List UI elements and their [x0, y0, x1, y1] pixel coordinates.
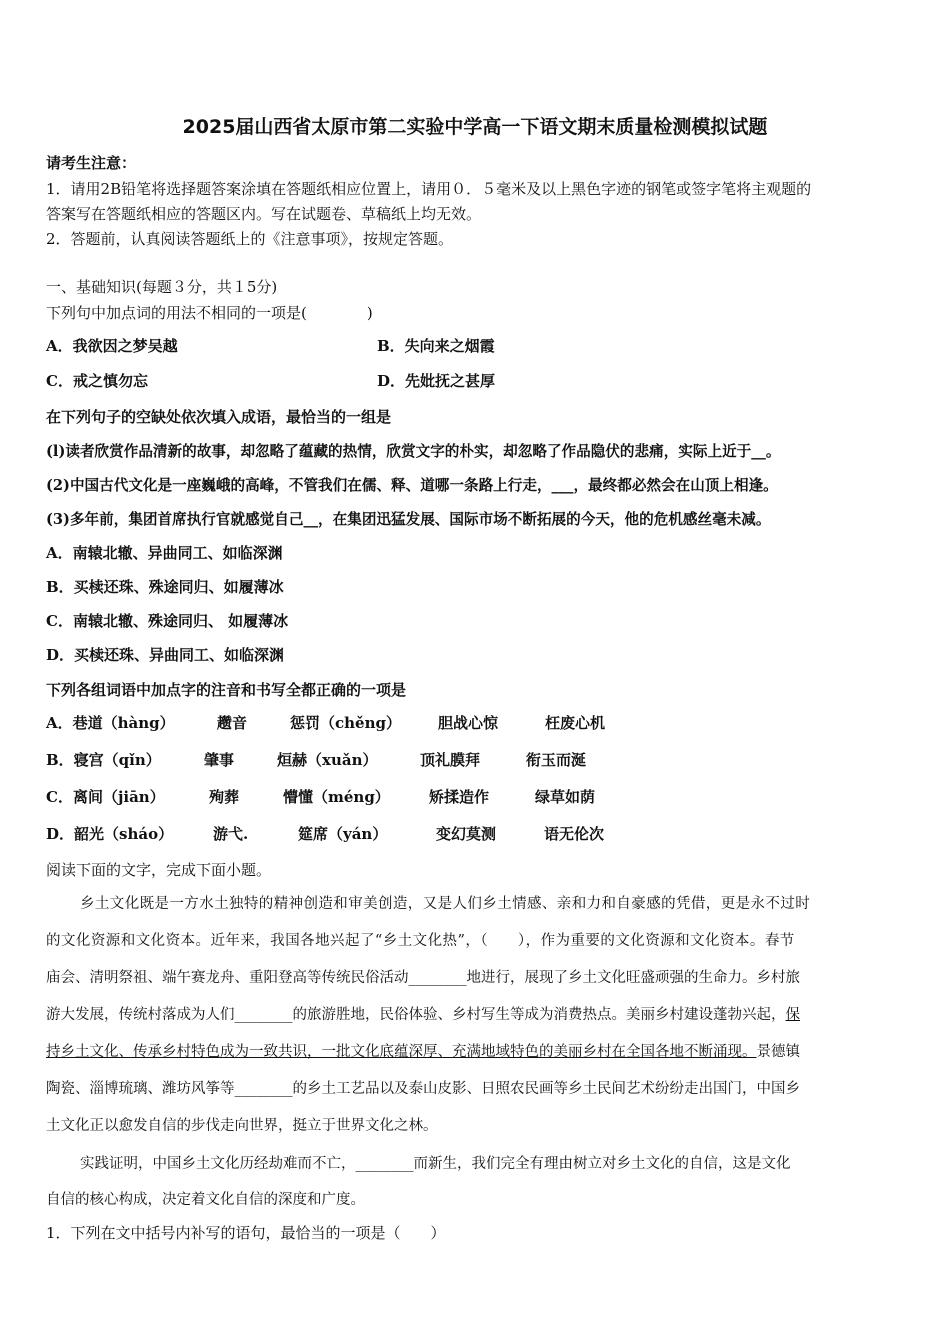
q2-option-a: A．南辕北辙、异曲同工、如临深渊 [46, 544, 283, 562]
paragraph-line: 的文化资源和文化资本。近年来，我国各地兴起了“乡土文化热”，（ ），作为重要的文化资源和文化资本。春节 [46, 933, 795, 949]
q3-stem: 下列各组词语中加点字的注音和书写全都正确的一项是 [46, 681, 407, 699]
reading-question-1: 1．下列在文中括号内补写的语句，最恰当的一项是（ ） [46, 1224, 446, 1242]
paragraph-line [46, 1003, 904, 1024]
q3-a-word-4: 胆战心惊 [438, 714, 499, 732]
q3-a-word-3: 惩罚（chěng） [290, 714, 401, 732]
q2-sentence-3: (3)多年前，集团首席执行官就感觉自己__，在集团迅猛发展、国际市场不断拓展的今天，他的危机感丝毫未减。 [46, 511, 771, 528]
q3-d-word-3: 筵席（yán） [298, 825, 388, 843]
q3-c-word-5: 绿草如荫 [535, 788, 596, 806]
q2-option-d: D．买椟还珠、异曲同工、如临深渊 [46, 646, 285, 664]
notice-line-2: 答案写在答题纸相应的答题区内。写在试题卷、草稿纸上均无效。 [46, 205, 482, 223]
q2-sentence-1: (l)读者欣赏作品清新的故事，却忽略了蕴藏的热情，欣赏文字的朴实，却忽略了作品隐伏的悲痛，实际上近于__。 [46, 443, 781, 460]
q1-option-d: D．先妣抚之甚厚 [377, 372, 496, 390]
q2-sentence-2: (2)中国古代文化是一座巍峨的高峰，不管我们在儒、释、道哪一条路上行走，___，最终都必然会在山顶上相逢。 [46, 477, 778, 494]
underlined-sentence: 持乡土文化、传承乡村特色成为一致共识，一批文化底蕴深厚、充满地域特色的美丽乡村在全国各地不断涌现。 [46, 1044, 757, 1060]
q3-b-word-2: 肇事 [204, 751, 235, 769]
q3-b-word-4: 顶礼膜拜 [420, 751, 481, 769]
q2-stem: 在下列句子的空缺处依次填入成语，最恰当的一组是 [46, 408, 392, 426]
paragraph-line: 乡土文化既是一方水土独特的精神创造和审美创造，又是人们乡土情感、亲和力和自豪感的凭借，更是永不过时 [80, 896, 811, 912]
q2-option-c: C．南辕北辙、殊途同归、 如履薄冰 [46, 612, 289, 630]
q3-a-word-2: 趱音 [217, 714, 248, 732]
paragraph-line: 庙会、清明祭祖、端午赛龙舟、重阳登高等传统民俗活动________地进行，展现了乡土文化旺盛顽强的生命力。乡村旅 [46, 970, 800, 986]
q3-a-word-5: 枉废心机 [545, 714, 606, 732]
q3-d-word-4: 变幻莫测 [436, 825, 497, 843]
q1-option-b: B．失向来之烟霞 [377, 337, 495, 355]
q3-c-word-2: 殉葬 [209, 788, 240, 806]
q2-option-b: B．买椟还珠、殊途同归、如履薄冰 [46, 578, 284, 596]
reading-intro: 阅读下面的文字，完成下面小题。 [46, 861, 272, 879]
paragraph-line: 实践证明，中国乡土文化历经劫难而不亡，________而新生，我们完全有理由树立对乡土文化的自信，这是文化 [80, 1156, 791, 1172]
q1-stem: 下列句中加点词的用法不相同的一项是( ) [46, 304, 373, 322]
q3-d-word-5: 语无伦次 [544, 825, 605, 843]
paragraph-line: 土文化正以愈发自信的步伐走向世界，挺立于世界文化之林。 [46, 1118, 438, 1134]
section-heading: 一、基础知识(每题３分，共１5分) [46, 278, 278, 296]
q3-c-word-3: 懵懂（méng） [283, 788, 390, 806]
underlined-sentence: 保 [785, 1007, 800, 1023]
page-title: 2025届山西省太原市第二实验中学高一下语文期末质量检测模拟试题 [182, 116, 768, 138]
q1-option-a: A．我欲因之梦吴越 [46, 337, 178, 355]
q3-b-word-3: 烜赫（xuǎn） [277, 751, 378, 769]
paragraph-text: 游大发展，传统村落成为人们________的旅游胜地，民俗体验、乡村写生等成为消费热点。美丽乡村建设蓬勃兴起， [46, 1007, 786, 1023]
q3-d-word-2: 游弋. [213, 825, 249, 843]
q3-b-word-1: B．寝宫（qǐn） [46, 751, 161, 769]
q1-option-c: C．戒之慎勿忘 [46, 372, 148, 390]
paragraph-text: 景德镇 [756, 1044, 800, 1060]
q3-b-word-5: 衔玉而涎 [526, 751, 587, 769]
notice-heading: 请考生注意： [46, 154, 137, 172]
q3-c-word-4: 矫揉造作 [429, 788, 490, 806]
paragraph-line: 陶瓷、淄博琉璃、潍坊风筝等________的乡土工艺品以及泰山皮影、日照农民画等乡土民间艺术纷纷走出国门，中国乡 [46, 1081, 800, 1097]
notice-line-3: 2．答题前，认真阅读答题纸上的《注意事项》，按规定答题。 [46, 230, 454, 248]
q3-a-word-1: A．巷道（hàng） [46, 714, 175, 732]
paragraph-line: 自信的核心构成，决定着文化自信的深度和广度。 [46, 1192, 365, 1208]
paragraph-line [46, 1040, 904, 1061]
notice-line-1: 1．请用2B铅笔将选择题答案涂填在答题纸相应位置上，请用０．５毫米及以上黑色字迹的钢笔或签字笔将主观题的 [46, 180, 812, 198]
q3-c-word-1: C．离间（jiān） [46, 788, 165, 806]
q3-d-word-1: D．韶光（sháo） [46, 825, 174, 843]
